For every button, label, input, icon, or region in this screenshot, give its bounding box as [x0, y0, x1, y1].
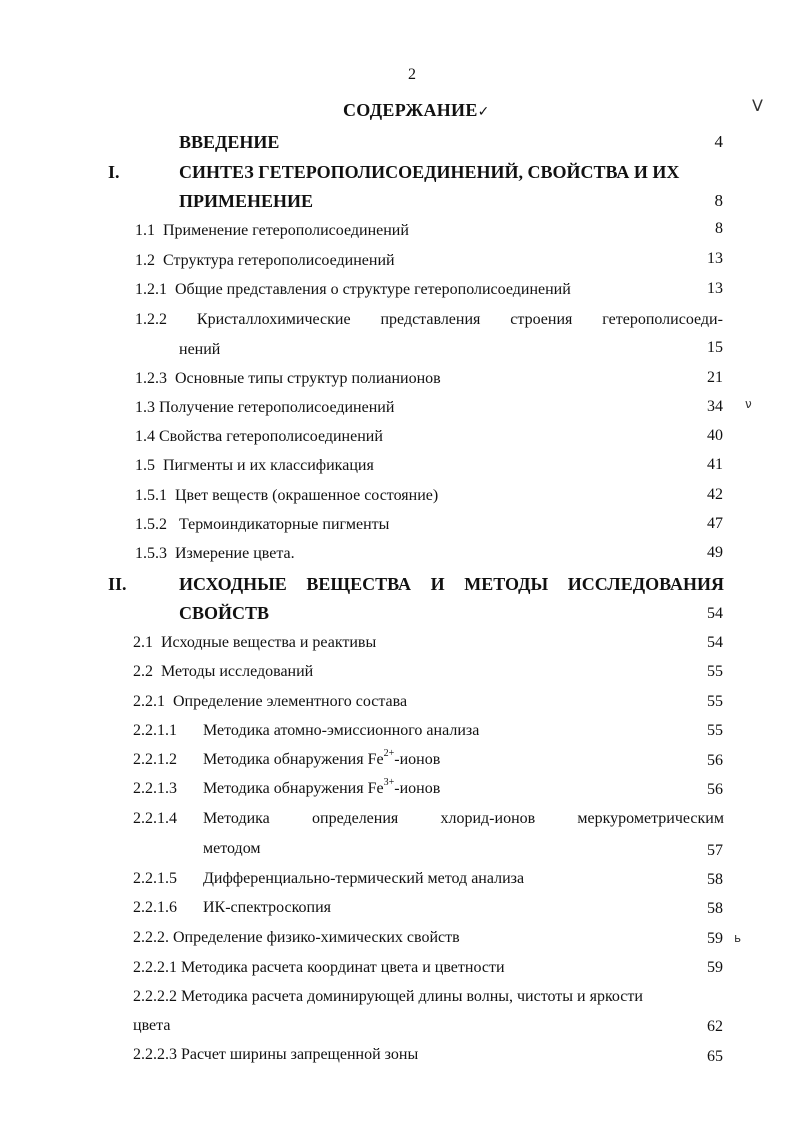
toc-word: Методика — [203, 810, 270, 827]
toc-entry-1-2-2-line1 — [135, 311, 723, 329]
page-title — [343, 100, 490, 121]
toc-text: Основные типы структур полианионов — [175, 370, 441, 387]
toc-num: 1.2.3 — [135, 370, 167, 387]
toc-superscript: 2+ — [383, 747, 395, 759]
toc-page-2-2: 55 — [707, 663, 723, 680]
toc-num-2-2-1-5: 2.2.1.5 — [133, 870, 177, 887]
toc-entry-2-2-1-4-line2: методом — [203, 840, 261, 857]
toc-entry-1-4: 1.4 Свойства гетерополисоединений — [135, 428, 383, 445]
toc-page-2-2-1: 55 — [707, 693, 723, 710]
title-check-icon: ✓ — [477, 104, 490, 120]
toc-num: 2.2 — [133, 663, 153, 680]
toc-page-1-4: 40 — [707, 427, 723, 444]
toc-page-1-5: 41 — [707, 456, 723, 473]
toc-page-1-2-1: 13 — [707, 280, 723, 297]
toc-entry-2-2-2: 2.2.2. Определение физико-химических свойств — [133, 929, 460, 946]
toc-page-2-1: 54 — [707, 634, 723, 651]
toc-word: хлорид-ионов — [440, 810, 536, 827]
toc-num-2-2-1-2: 2.2.1.2 — [133, 751, 177, 768]
toc-text: Общие представления о структуре гетерополисоединений — [175, 281, 571, 298]
toc-num: 1.1 — [135, 222, 155, 239]
toc-entry-1-2-2-line2: нений — [179, 341, 221, 358]
toc-entry-2-2-1-2 — [203, 747, 441, 769]
toc-page-2-2-2-1: 59 — [707, 959, 723, 976]
toc-word: представления — [380, 311, 481, 328]
toc-page-2-2-2-3: 65 — [707, 1048, 723, 1065]
margin-check-icon: V — [752, 96, 763, 115]
toc-text: Измерение цвета. — [175, 545, 295, 562]
chapter-1-page: 8 — [714, 191, 723, 210]
toc-page-1-3: 34 — [707, 398, 723, 415]
toc-entry-1-5 — [135, 457, 374, 475]
toc-page-intro: 4 — [714, 132, 723, 151]
toc-entry-1-5-2 — [135, 516, 389, 534]
toc-text: -ионов — [394, 751, 441, 768]
toc-entry-2-2-1-5: Дифференциально-термический метод анализа — [203, 870, 525, 887]
toc-word: меркурометрическим — [577, 810, 724, 827]
chapter-2-word: И — [430, 574, 445, 594]
chapter-roman-1: I. — [108, 162, 120, 182]
toc-entry-1-2-3 — [135, 370, 441, 388]
toc-entry-2-1 — [133, 634, 376, 652]
toc-page-2-2-1-5: 58 — [707, 871, 723, 888]
toc-text: Цвет веществ (окрашенное состояние) — [175, 487, 439, 504]
toc-page-2-2-1-6: 58 — [707, 900, 723, 917]
toc-entry-1-3: 1.3 Получение гетерополисоединений — [135, 399, 395, 416]
toc-word: определения — [312, 810, 399, 827]
toc-text: Термоиндикаторные пигменты — [179, 516, 390, 533]
toc-text: Методика обнаружения Fe — [203, 780, 384, 797]
toc-num: 1.5.3 — [135, 545, 167, 562]
chapter-2-title-line1 — [179, 574, 724, 595]
toc-text: Применение гетерополисоединений — [163, 222, 409, 239]
toc-text: Методика обнаружения Fe — [203, 751, 384, 768]
toc-page-1-5-1: 42 — [707, 486, 723, 503]
toc-entry-2-2-1-6: ИК-спектроскопия — [203, 899, 332, 916]
chapter-roman-2: II. — [108, 574, 127, 594]
chapter-2-page: 54 — [707, 605, 723, 622]
toc-entry-2-2-1-4-line1 — [203, 810, 724, 828]
chapter-1-title-line1: СИНТЕЗ ГЕТЕРОПОЛИСОЕДИНЕНИЙ, СВОЙСТВА И ИХ — [179, 162, 680, 182]
toc-page-1-2-3: 21 — [707, 369, 723, 386]
toc-page-2-2-1-4: 57 — [707, 842, 723, 859]
toc-word: гетерополисоеди- — [602, 311, 723, 328]
inline-tick-icon: ь — [734, 931, 742, 945]
toc-num-2-2-1-3: 2.2.1.3 — [133, 780, 177, 797]
toc-text: Структура гетерополисоединений — [163, 252, 395, 269]
chapter-2-word: МЕТОДЫ — [464, 574, 549, 594]
toc-page-1-2: 13 — [707, 250, 723, 267]
toc-entry-1-2-1 — [135, 281, 571, 299]
toc-num: 1.5.1 — [135, 487, 167, 504]
toc-num: 1.5.2 — [135, 516, 167, 533]
toc-num-2-2-1-4: 2.2.1.4 — [133, 810, 177, 827]
toc-text: Определение элементного состава — [173, 693, 408, 710]
toc-page-1-1: 8 — [715, 220, 723, 237]
toc-entry-2-2-2-2-line1: 2.2.2.2 Методика расчета доминирующей длины волны, чистоты и яркости — [133, 988, 643, 1005]
toc-word: Кристаллохимические — [196, 311, 351, 328]
toc-entry-2-2-1-3 — [203, 776, 441, 798]
toc-num: 1.2.1 — [135, 281, 167, 298]
title-text: СОДЕРЖАНИЕ — [343, 100, 478, 120]
toc-entry-2-2-1 — [133, 693, 407, 711]
toc-num: 2.2.1 — [133, 693, 165, 710]
toc-page-2-2-2-2: 62 — [707, 1018, 723, 1035]
small-check-icon: ν — [745, 397, 752, 411]
toc-num: 1.2.2 — [135, 311, 167, 328]
toc-heading-intro: ВВЕДЕНИЕ — [179, 132, 280, 152]
toc-text: -ионов — [394, 780, 441, 797]
chapter-2-word: ИССЛЕДОВАНИЯ — [567, 574, 724, 594]
toc-page-2-2-1-3: 56 — [707, 781, 723, 798]
toc-text: Пигменты и их классификация — [163, 457, 374, 474]
toc-page-2-2-1-1: 55 — [707, 722, 723, 739]
toc-page-1-5-3: 49 — [707, 544, 723, 561]
toc-text: Исходные вещества и реактивы — [161, 634, 377, 651]
toc-entry-2-2-1-1: Методика атомно-эмиссионного анализа — [203, 722, 480, 739]
page-number: 2 — [408, 66, 416, 83]
toc-word: строения — [510, 311, 573, 328]
toc-entry-1-1 — [135, 222, 409, 240]
toc-entry-2-2-2-2-line2: цвета — [133, 1017, 171, 1034]
chapter-1-title-line2: ПРИМЕНЕНИЕ — [179, 191, 314, 211]
toc-num-2-2-1-1: 2.2.1.1 — [133, 722, 177, 739]
toc-num: 2.1 — [133, 634, 153, 651]
toc-entry-1-2 — [135, 252, 395, 270]
toc-page-2-2-2: 59 — [707, 930, 723, 947]
toc-num: 1.5 — [135, 457, 155, 474]
toc-superscript: 3+ — [383, 776, 395, 788]
chapter-2-word: ВЕЩЕСТВА — [306, 574, 412, 594]
toc-page-2-2-1-2: 56 — [707, 752, 723, 769]
toc-entry-1-5-1 — [135, 487, 438, 505]
toc-entry-2-2-2-3: 2.2.2.3 Расчет ширины запрещенной зоны — [133, 1046, 419, 1063]
chapter-2-title-line2: СВОЙСТВ — [179, 603, 270, 623]
toc-num: 1.2 — [135, 252, 155, 269]
toc-entry-1-5-3 — [135, 545, 295, 563]
toc-num-2-2-1-6: 2.2.1.6 — [133, 899, 177, 916]
toc-entry-2-2 — [133, 663, 313, 681]
toc-page-1-2-2: 15 — [707, 339, 723, 356]
toc-entry-2-2-2-1: 2.2.2.1 Методика расчета координат цвета и цветности — [133, 959, 505, 976]
chapter-2-word: ИСХОДНЫЕ — [179, 574, 287, 594]
toc-text: Методы исследований — [161, 663, 314, 680]
toc-page-1-5-2: 47 — [707, 515, 723, 532]
